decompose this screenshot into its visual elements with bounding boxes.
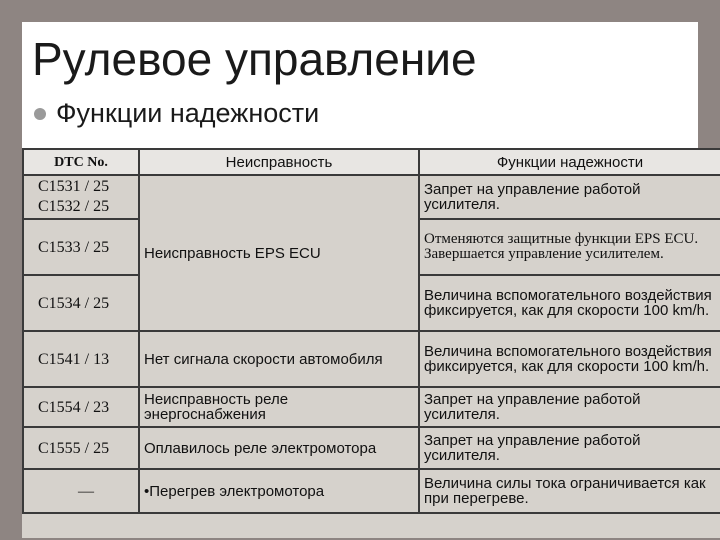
cell-fault: •Перегрев электромотора [139, 469, 419, 513]
cell-dtc: C1555 / 25 [23, 427, 139, 469]
cell-fault [139, 175, 419, 331]
cell-dtc [23, 175, 139, 219]
cell-dtc: C1534 / 25 [23, 275, 139, 331]
slide-subtitle [34, 98, 319, 129]
slide-title: Рулевое управление [32, 33, 477, 85]
table-row [23, 387, 720, 427]
header-fault: Неисправность [139, 149, 419, 175]
cell-function: Величина вспомогательного воздействия фиксируется, как для скорости 100 km/h. [419, 331, 720, 387]
table-header-row [23, 149, 720, 175]
table-row [23, 427, 720, 469]
header-function: Функции надежности [419, 149, 720, 175]
cell-function: Запрет на управление работой усилителя. [419, 427, 720, 469]
table-row [23, 175, 720, 219]
table-row [23, 469, 720, 513]
table-row [23, 331, 720, 387]
dtc-table [22, 148, 720, 514]
cell-dtc: C1533 / 25 [23, 219, 139, 275]
header-dtc: DTC No. [23, 149, 139, 175]
cell-dtc: C1541 / 13 [23, 331, 139, 387]
bullet-icon [34, 108, 46, 120]
cell-dtc: — [23, 469, 139, 513]
cell-function: Отменяются защитные функции EPS ECU. Завершается управление усилителем. [419, 219, 720, 275]
cell-fault: Неисправность реле энергоснабжения [139, 387, 419, 427]
cell-function: Величина вспомогательного воздействия фиксируется, как для скорости 100 km/h. [419, 275, 720, 331]
dtc-table-container [22, 148, 720, 538]
cell-dtc: C1554 / 23 [23, 387, 139, 427]
subtitle-text: Функции надежности [56, 98, 320, 128]
dtc-code: C1532 / 25 [38, 198, 110, 215]
fault-text: Неисправность EPS ECU [144, 244, 321, 262]
dtc-code: C1531 / 25 [38, 178, 110, 195]
cell-fault: Оплавилось реле электромотора [139, 427, 419, 469]
cell-function: Запрет на управление работой усилителя. [419, 387, 720, 427]
cell-function: Запрет на управление работой усилителя. [419, 175, 720, 219]
cell-function: Величина силы тока ограничивается как при перегреве. [419, 469, 720, 513]
cell-fault: Нет сигнала скорости автомобиля [139, 331, 419, 387]
